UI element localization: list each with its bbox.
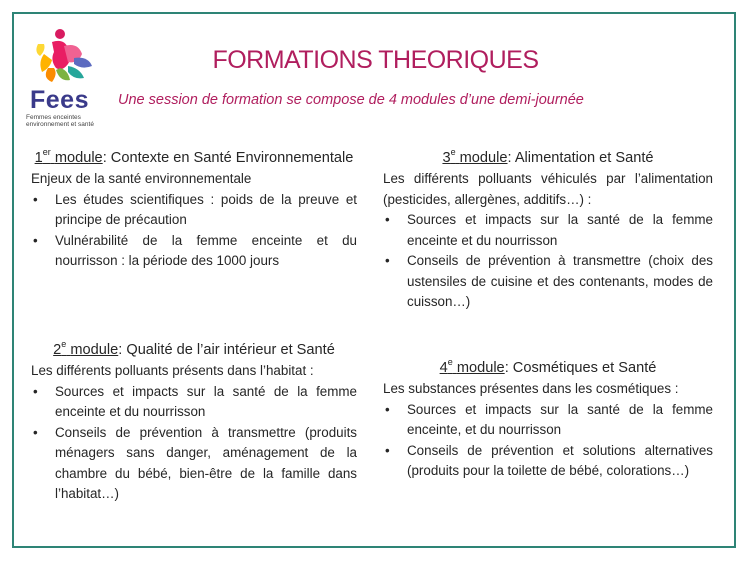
list-item: • Les études scientifiques : poids de la preuve et principe de précaution (31, 190, 357, 231)
module-3-intro: Les différents polluants véhiculés par l’alimentation (pesticides, allergènes, additifs…) : (383, 171, 713, 207)
list-item: • Conseils de prévention à transmettre (choix des ustensiles de cuisine et des contenants, modes de cuisson…) (383, 251, 713, 313)
list-item: • Vulnérabilité de la femme enceinte et du nourrisson : la période des 1000 jours (31, 231, 357, 272)
list-item: • Sources et impacts sur la santé de la femme enceinte, et du nourrisson (383, 400, 713, 441)
list-item: • Conseils de prévention et solutions alternatives (produits pour la toilette de bébé, colorations…) (383, 441, 713, 482)
module-1-number: 1er module (34, 147, 103, 166)
fees-logo (26, 24, 106, 134)
module-1-intro: Enjeux de la santé environnementale (31, 171, 252, 186)
module-1-title: 1er module: Contexte en Santé Environnementale (34, 147, 354, 166)
logo-tagline: Femmes enceintes environnement et santé (26, 114, 94, 128)
module-3-title: 3e module: Alimentation et Santé (442, 147, 654, 166)
module-4-title: 4e module: Cosmétiques et Santé (439, 357, 657, 376)
module-2-list (31, 382, 357, 505)
module-3-list (383, 210, 713, 313)
module-4-intro: Les substances présentes dans les cosmétiques : (383, 381, 679, 396)
list-item: • Conseils de prévention à transmettre (produits ménagers sans danger, aménagement de la chambre du bébé, bien-être de la famille dans l’habitat…) (31, 423, 357, 505)
module-2-intro: Les différents polluants présents dans l’habitat : (31, 363, 314, 378)
module-2 (31, 339, 357, 505)
module-3 (383, 147, 713, 313)
module-1 (31, 147, 357, 272)
module-4-number: 4e module (439, 357, 505, 376)
module-4 (383, 357, 713, 482)
list-item: • Sources et impacts sur la santé de la femme enceinte et du nourrisson (383, 210, 713, 251)
module-1-list (31, 190, 357, 272)
module-2-number: 2e module (53, 339, 119, 358)
module-3-number: 3e module (442, 147, 508, 166)
logo-wordmark: Fees (30, 86, 89, 114)
page-subtitle: Une session de formation se compose de 4 modules d’une demi-journée (118, 92, 584, 108)
module-4-list (383, 400, 713, 482)
page-title: FORMATIONS THEORIQUES (212, 46, 539, 74)
module-2-title: 2e module: Qualité de l’air intérieur et Santé (53, 339, 335, 358)
list-item: • Sources et impacts sur la santé de la femme enceinte et du nourrisson (31, 382, 357, 423)
